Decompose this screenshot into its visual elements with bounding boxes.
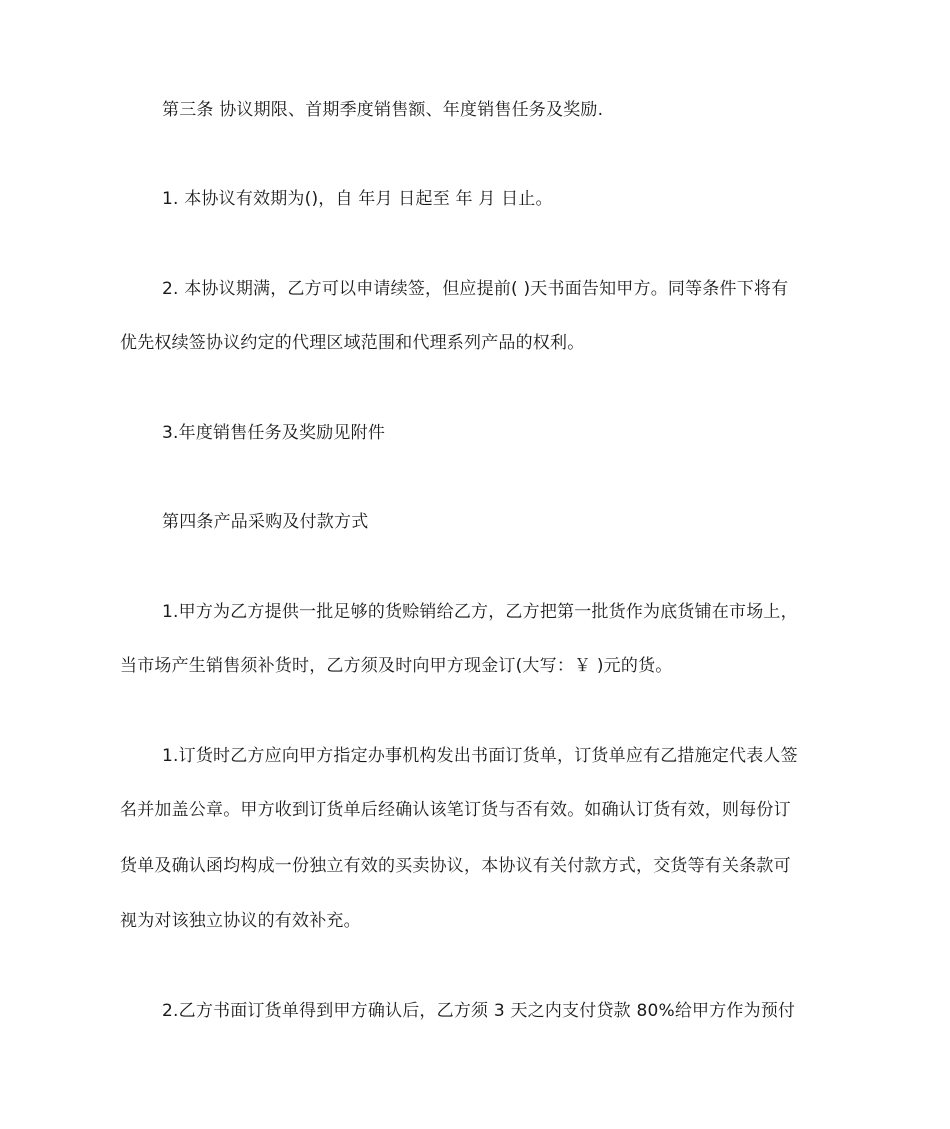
clause-3-2-line-2: 优先权续签协议约定的代理区域范围和代理系列产品的权利。 bbox=[120, 333, 585, 353]
article-4-heading: 第四条产品采购及付款方式 bbox=[162, 512, 369, 532]
clause-4-2-line-1: 2.乙方书面订货单得到甲方确认后，乙方须 3 天之内支付贷款 80%给甲方作为预付 bbox=[162, 1001, 796, 1021]
clause-3-3: 3.年度销售任务及奖励见附件 bbox=[162, 423, 386, 443]
article-3-heading: 第三条 协议期限、首期季度销售额、年度销售任务及奖励. bbox=[162, 100, 604, 120]
clause-4-1-line-1: 1.甲方为乙方提供一批足够的货赊销给乙方，乙方把第一批货作为底货铺在市场上， bbox=[162, 602, 798, 622]
clause-4-1b-line-4: 视为对该独立协议的有效补充。 bbox=[120, 911, 361, 931]
clause-4-1b-line-3: 货单及确认函均构成一份独立有效的买卖协议，本协议有关付款方式，交货等有关条款可 bbox=[120, 856, 791, 876]
clause-4-1b-line-1: 1.订货时乙方应向甲方指定办事机构发出书面订货单，订货单应有乙措施定代表人签 bbox=[162, 746, 798, 766]
clause-3-2-line-1: 2. 本协议期满，乙方可以申请续签，但应提前( )天书面告知甲方。同等条件下将有 bbox=[162, 279, 789, 299]
clause-4-1-line-2: 当市场产生销售须补货时，乙方须及时向甲方现金订(大写：￥ )元的货。 bbox=[120, 656, 673, 676]
clause-4-1b-line-2: 名并加盖公章。甲方收到订货单后经确认该笔订货与否有效。如确认订货有效，则每份订 bbox=[120, 800, 791, 820]
clause-3-1: 1. 本协议有效期为()，自 年月 日起至 年 月 日止。 bbox=[162, 189, 553, 209]
